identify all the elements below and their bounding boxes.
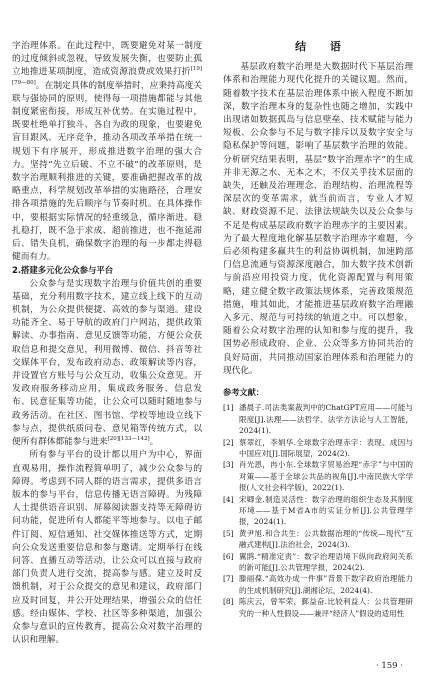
reference-number: [2]: [223, 437, 234, 447]
reference-number: [7]: [223, 574, 234, 584]
reference-item: [223, 437, 413, 460]
reference-number: [6]: [223, 551, 234, 561]
citation: [20][133—142]: [107, 436, 150, 443]
reference-text: 潘晨子.司法类案裁判中的ChatGPT应用——可能与限度[J].法理——法哲学、法学方法论与人工智能，2024(1).: [239, 403, 413, 436]
reference-text: 肖光恩，冉小东.全球数字贸易治理“赤字”与中国的对策——基于全球公共品的视角[J].中南民族大学学报(人文社会科学版)，2022(1).: [239, 460, 413, 493]
reference-item: [223, 494, 413, 528]
reference-text: 滕丽葆.“高效办成一件事”背景下数字政府治理能力的生成机制研究[J].湖湘论坛，2024(4).: [239, 574, 413, 595]
reference-number: [8]: [223, 597, 234, 607]
reference-item: [223, 459, 413, 493]
reference-text: 翼鹍.“精准定责”：数字治理语境下纵向政府间关系的新可能[J].公共管理学报，2024(2).: [239, 551, 413, 572]
reference-number: [3]: [223, 460, 234, 470]
reference-text: 宋卿金.制造灵活性：数字治理的组织生态及其制度环境——基于M省A市的实证分析[J].公共管理学报，2024(1).: [239, 494, 413, 527]
reference-text: 陈庆云，曾军荣，鄞益奋.比较利益人：公共管理研究的一种人性假设——兼评“经济人”假设的适用性: [239, 597, 413, 618]
references-heading: 参考文献：: [223, 387, 264, 398]
body-paragraph: 字治理体系。在此过程中，既要避免对某一制度的过度倾斜或忽视，导致发展失衡，也要防止孤立地推进某项制度，造成资源浪费或效果打折[19][79—80]。在制定具体的制度举措时，应秉持高度关联与强协同的原则，使得每一项措施都能与其他制度紧密衔接，形成互补优势。在实施过程中，既要杜绝单打独斗、各自为政的现象，也要避免盲目跟风、无序竞争，推动各项改革举措在统一规划下有序展开，形成推进数字治理的强大合力。坚持“先立后破、不立不破”的改革原则，是数字治理顺利推进的关键，要准确把握改革的战略重点，科学规划改革举措的实施路径，合理安排各项措施的先后顺序与节奏时机。在具体操作中，要根据实际情况的轻重缓急，循序渐进、稳扎稳打，既不急于求成、超前推进，也不拖延滞后、错失良机，确保数字治理的每一步都走得稳健而有力。: [12, 41, 202, 263]
reference-text: 黄尹旭.和合共生：公共数据治理的“传统—现代”互融式建构[J].法治社会，2024(3).: [239, 528, 413, 550]
reference-list: [223, 402, 413, 619]
citation: [19][79—80]: [12, 66, 202, 86]
reference-number: [4]: [223, 494, 234, 504]
reference-number: [5]: [223, 528, 234, 538]
left-column: [12, 40, 202, 647]
subsection-heading: 2.搭建多元化公众参与平台: [12, 265, 114, 276]
section-title: 结 语: [295, 40, 351, 53]
reference-number: [1]: [223, 403, 234, 413]
body-paragraph: 所有参与平台的设计都以用户为中心，界面直观易用，操作流程简单明了，减少公众参与的障碍。考虑到不同人群的语言需求，提供多语言版本的参与平台，信息传播无语言障碍。为残障人士提供语音识别、屏幕阅读器支持等无障碍访问功能，促进所有人都能平等地参与。以电子邮件订阅、短信通知、社交媒体推送等方式，定期向公众发送重要信息和参与邀请。定期举行在线问答、直播互动等活动，让公众可以直接与政府部门负责人进行交流，提高参与感。建立及时反馈机制，对于公众提交的意见和建议，政府部门应及时回复，并公开处理结果，增强公众的信任感。经由媒体、学校、社区等多种渠道，加强公众参与意识的宣传教育，提高公众对数字治理的认识和理解。: [12, 450, 202, 646]
reference-item: [223, 551, 413, 574]
reference-item: [223, 402, 413, 436]
reference-text: 蔡翠红，李娟华.全球数字治理赤字：表现、成因与中国应对[J].国际展望，2024(2).: [239, 437, 413, 458]
reference-item: [223, 596, 413, 619]
reference-item: [223, 573, 413, 596]
reference-item: [223, 528, 413, 551]
right-column: [223, 40, 413, 619]
body-paragraph: 公众参与是实现数字治理与价值共创的重要基础，充分利用数字技术，建立线上线下的互动机制，为公众提供便捷、高效的参与渠道。建设功能齐全、易于导航的政府门户网站，提供政策解读、办事指南、意见反馈等功能，方便公众获取信息和提交意见，利用微博、微信、抖音等社交媒体平台，发布政府动态、政策解读等内容，并设置官方账号与公众互动，收集公众意见。开发政府服务移动应用，集成政务服务、信息发布、民意征集等功能，让公众可以随时随地参与政务活动。在社区、图书馆、学校等地设立线下参与点，提供纸质问卷、意见箱等传统方式，以便所有群体都能参与进来[20][133—142]。: [12, 278, 202, 448]
page-number: · 159 ·: [375, 661, 403, 671]
conclusion-paragraph: 基层政府数字治理是大数据时代下基层治理体系和治理能力现代化提升的关键议题。然而，随着数字技术在基层治理体系中嵌入程度不断加深，数字治理本身的复杂性也随之增加，实践中出现诸如数据孤岛与信息壁垒、技术赋能与能力短板、公众参与不足与数字排斥以及数字安全与隐私保护等问题，影响了基层数字治理的效能。分析研究结果表明，基层“数字治理赤字”的生成并非无源之水、无本之木，不仅关乎技术层面的缺失，还触及治理理念、治理结构、治理流程等深层次的变革需求，就当前而言，专业人才短缺、财政资源不足、法律法规缺失以及公众参与不足是构成基层政府数字治理赤字的主要因素。为了最大程度地化解基层数字治理赤字难题，今后必须构建多赢共生的利益协调机制，加速跨部门信息流通与资源深度融合，加大数字技术创新与前沿应用投资力度，优化资源配置与利用策略，建立健全数字政策法规体系，完善政策规范措施，唯其如此，才能推进基层政府数字治理融入多元、规范与可持续的轨道之中。可以想象，随着公众对数字治理的认知和参与度的提升，我国势必形成政府、企业、公众等多方协同共治的良好局面，共同推动国家治理体系和治理能力的现代化。: [223, 62, 413, 376]
